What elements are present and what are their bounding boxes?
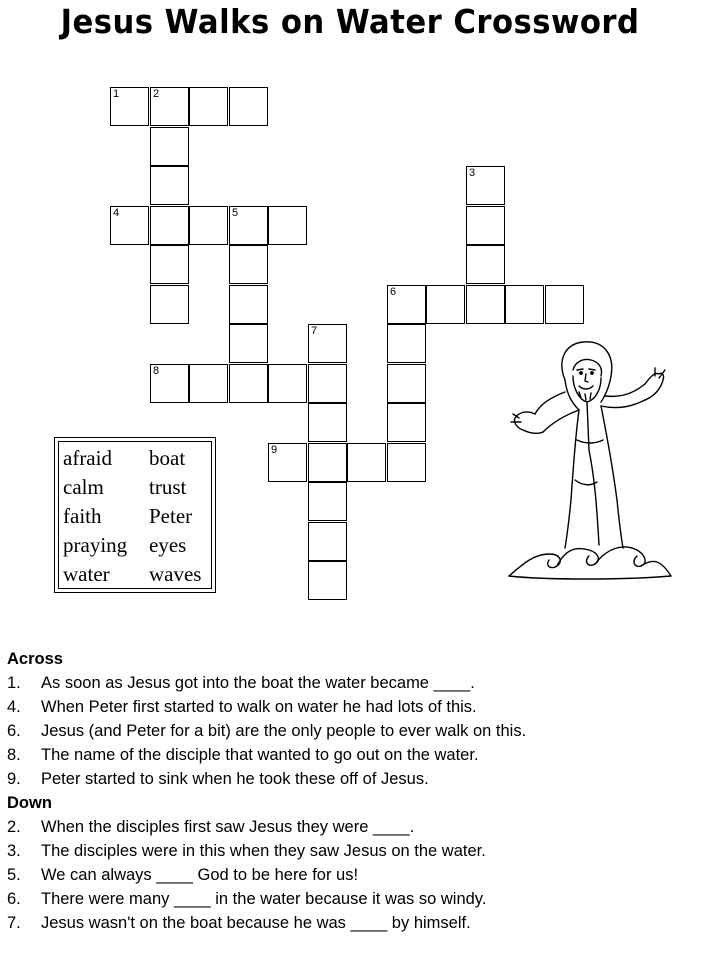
down-clue [7,887,487,911]
crossword-cell[interactable] [229,324,268,363]
clue-text: Peter started to sink when he took these off of Jesus. [41,770,429,788]
across-clue [7,671,475,695]
clue-number: 9 [271,444,278,456]
across-heading: Across [7,650,63,668]
crossword-cell[interactable] [466,285,505,324]
crossword-cell[interactable] [150,245,189,284]
clue-text: The disciples were in this when they saw Jesus on the water. [41,842,486,860]
clue-number: 4 [113,207,120,219]
down-clue [7,815,415,839]
down-clue [7,863,359,887]
crossword-cell[interactable] [229,206,268,245]
crossword-cell[interactable] [229,364,268,403]
crossword-cell[interactable] [150,364,189,403]
word-bank-word: waves [149,562,202,586]
across-clue [7,767,429,791]
word-bank-word: calm [63,475,104,499]
word-bank-word: afraid [63,446,112,470]
crossword-cell[interactable] [308,324,347,363]
crossword-cell[interactable] [387,443,426,482]
word-bank-word: faith [63,504,102,528]
down-clue [7,839,486,863]
clue-number-label: 7. [7,914,21,932]
clue-number: 8 [153,365,160,377]
clue-number-label: 9. [7,770,21,788]
crossword-cell[interactable] [308,482,347,521]
word-bank-word: water [63,562,110,586]
crossword-cell[interactable] [229,285,268,324]
crossword-cell[interactable] [387,324,426,363]
crossword-cell[interactable] [387,285,426,324]
clue-number-label: 6. [7,722,21,740]
clue-text: When the disciples first saw Jesus they were ____. [41,818,415,836]
crossword-cell[interactable] [189,364,228,403]
across-clue [7,743,479,767]
down-heading: Down [7,794,52,812]
crossword-cell[interactable] [268,206,307,245]
clue-text: Jesus wasn't on the boat because he was ____ by himself. [41,914,471,932]
word-bank-word: boat [149,446,186,470]
crossword-cell[interactable] [150,206,189,245]
across-clue [7,719,527,743]
clue-number: 3 [469,167,476,179]
word-bank-word: Peter [149,504,193,528]
clue-number: 7 [311,325,318,337]
clue-text: As soon as Jesus got into the boat the water became ____. [41,674,475,692]
crossword-cell[interactable] [308,561,347,600]
crossword-cell[interactable] [110,87,149,126]
across-clue [7,695,477,719]
clue-number-label: 4. [7,698,21,716]
crossword-cell[interactable] [347,443,386,482]
clue-text: Jesus (and Peter for a bit) are the only people to ever walk on this. [41,722,527,740]
clue-text: The name of the disciple that wanted to go out on the water. [41,746,479,764]
clue-number: 5 [232,207,239,219]
word-bank-word: trust [149,475,187,499]
clue-number-label: 6. [7,890,21,908]
crossword-cell[interactable] [150,87,189,126]
down-clue [7,911,471,935]
clue-number-label: 2. [7,818,21,836]
crossword-cell[interactable] [387,403,426,442]
word-bank [54,437,216,593]
crossword-cell[interactable] [387,364,426,403]
word-bank-word: praying [63,533,128,557]
crossword-cell[interactable] [308,364,347,403]
crossword-cell[interactable] [189,206,228,245]
clue-number-label: 8. [7,746,21,764]
crossword-cell[interactable] [308,522,347,561]
crossword-cell[interactable] [110,206,149,245]
crossword-cell[interactable] [466,245,505,284]
crossword-cell[interactable] [268,443,307,482]
crossword-cell[interactable] [229,245,268,284]
crossword-cell[interactable] [426,285,465,324]
crossword-cell[interactable] [308,403,347,442]
crossword-cell[interactable] [150,127,189,166]
word-bank-word: eyes [149,533,187,557]
clue-number-label: 3. [7,842,21,860]
clue-number: 2 [153,88,160,100]
clue-number: 6 [390,286,397,298]
crossword-cell[interactable] [189,87,228,126]
clue-text: We can always ____ God to be here for us! [41,866,359,884]
crossword-cell[interactable] [466,206,505,245]
crossword-cell[interactable] [466,166,505,205]
crossword-cell[interactable] [308,443,347,482]
crossword-cell[interactable] [268,364,307,403]
clue-number: 1 [113,88,120,100]
crossword-cell[interactable] [505,285,544,324]
clues-section [7,647,527,935]
crossword-cell[interactable] [545,285,584,324]
jesus-illustration [505,340,675,585]
crossword-cell[interactable] [150,285,189,324]
page-title: Jesus Walks on Water Crossword [60,2,640,41]
clue-text: When Peter first started to walk on water he had lots of this. [41,698,477,716]
crossword-cell[interactable] [229,87,268,126]
clue-number-label: 5. [7,866,21,884]
crossword-cell[interactable] [150,166,189,205]
clue-text: There were many ____ in the water because it was so windy. [41,890,487,908]
clue-number-label: 1. [7,674,21,692]
